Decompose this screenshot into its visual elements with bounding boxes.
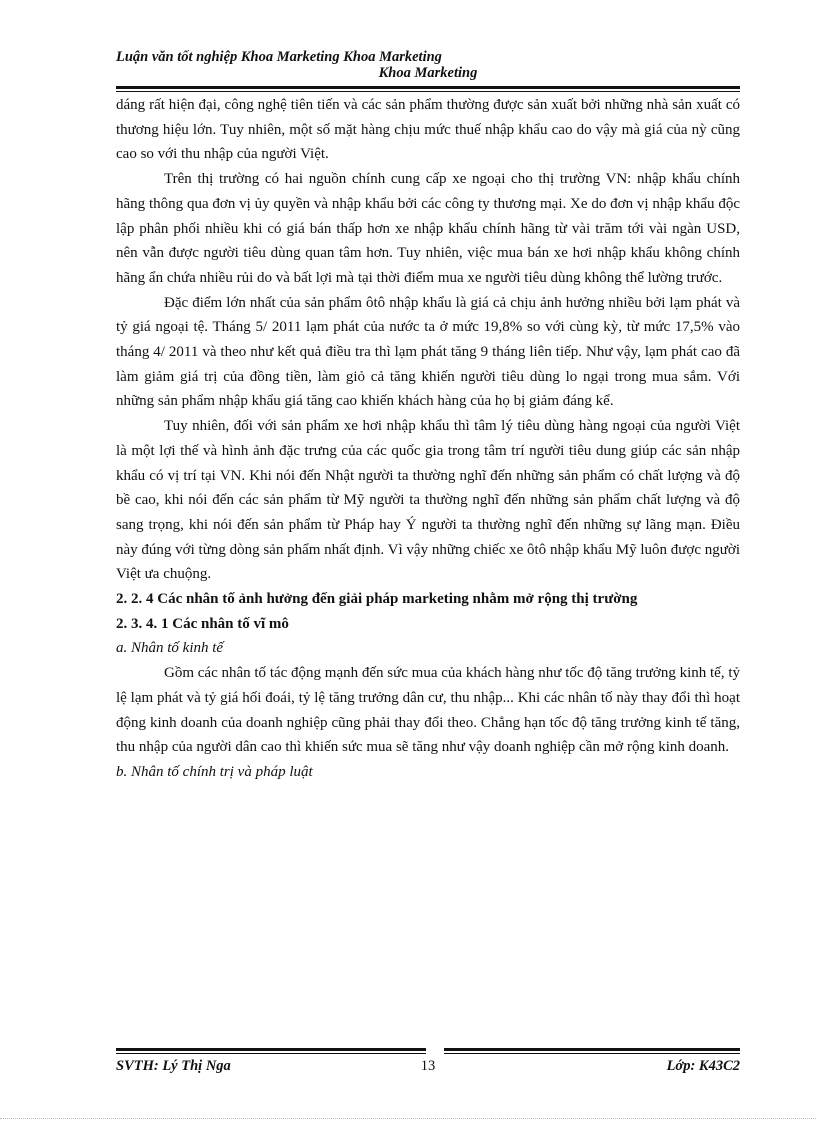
paragraph-consumer-psychology: Tuy nhiên, đối với sản phẩm xe hơi nhập khẩu thì tâm lý tiêu dùng hàng ngoại của người Việt là một lợi thế và hình ảnh đặc trưng của các quốc gia trong tâm trí người tiêu dung giúp các sản nhập khẩu có vị trí tại VN. Khi nói đến Nhật người ta thường nghĩ đến những sản phẩm có chất lượng và độ bề cao, khi nói đến các sản phẩm từ Mỹ người ta thường nghĩ đến những sản phẩm chất lượng và độ sang trọng, khi nói đến sản phẩm từ Pháp hay Ý người ta thường nghĩ đến những sự lãng mạn. Điều này đúng với từng dòng sản phẩm nhất định. Vì vậy những chiếc xe ôtô nhập khẩu Mỹ luôn được người Việt ưa chuộng.	[116, 418, 740, 583]
header-line-2: Khoa Marketing	[378, 65, 478, 81]
header-line-1: Luận văn tốt nghiệp Khoa Marketing Khoa Marketing	[116, 49, 442, 65]
page-bottom-dotted-line	[0, 1118, 816, 1119]
header-rule-thin	[116, 91, 740, 92]
subheading-economic-factors: a. Nhân tố kinh tế	[116, 640, 224, 657]
footer-rule-right-thick	[444, 1048, 740, 1051]
footer-author: SVTH: Lý Thị Nga	[116, 1058, 231, 1074]
footer-rule-left-thick	[116, 1048, 426, 1051]
paragraph-inflation: Đặc điểm lớn nhất của sản phẩm ôtô nhập khẩu là giá cả chịu ảnh hưởng nhiều bởi lạm phát và tỷ giá ngoại tệ. Tháng 5/ 2011 lạm phát của nước ta ở mức 19,8% so với cùng kỳ, từ mức 17,5% vào tháng 4/ 2011 và theo như kết quả điều tra thì lạm phát tăng 9 tháng liên tiếp. Như vậy, lạm phát cao đã làm giảm giá trị của đồng tiền, làm giỏ cả tăng khiến người tiêu dùng lo ngại trong mua sắm. Với những sản phẩm nhập khẩu giá tăng cao khiến khách hàng của họ bị giảm đáng kể.	[116, 294, 740, 410]
page-header	[116, 49, 740, 81]
paragraph-economic-factors: Gồm các nhân tố tác động mạnh đến sức mua của khách hàng như tốc độ tăng trưởng kinh tế, tỷ lệ lạm phát và tỷ giá hối đoái, tỷ lệ tăng trưởng dân cư, thu nhập... Khi các nhân tố này thay đổi thì hoạt động kinh doanh của doanh nghiệp cũng phải thay đổi theo. Chẳng hạn tốc độ tăng trưởng kinh tế tăng, thu nhập của người dân cao thì khiến sức mua sẽ tăng như vậy doanh nghiệp cần mở rộng kinh doanh.	[116, 665, 740, 756]
paragraph-continuation: dáng rất hiện đại, công nghệ tiên tiến và các sản phẩm thường được sản xuất bởi những nhà sản xuất có thương hiệu lớn. Tuy nhiên, một số mặt hàng chịu mức thuế nhập khẩu cao do vậy mà giá của nỳ cũng cao so với thu nhập của người Việt.	[116, 97, 740, 163]
page-body	[116, 93, 740, 785]
subsection-heading: 2. 3. 4. 1 Các nhân tố vĩ mô	[116, 615, 289, 632]
footer-rule-left-thin	[116, 1053, 426, 1054]
page-number: 13	[420, 1058, 436, 1074]
paragraph-import-sources: Trên thị trường có hai nguồn chính cung cấp xe ngoại cho thị trường VN: nhập khẩu chính hãng thông qua đơn vị ủy quyền và nhập khẩu bởi các công ty thương mại. Xe do đơn vị nhập khẩu độc lập phân phối nhiều khi có giá bán thấp hơn xe nhập khẩu chính hãng từ vài trăm tới vài ngàn USD, nên vẫn được người tiêu dùng quan tâm hơn. Tuy nhiên, việc mua bán xe hơi nhập khẩu không chính hãng ẩn chứa nhiều rủi do và bất lợi mà tại thời điểm mua xe người tiêu dùng không thể lường trước.	[116, 171, 740, 286]
footer-rule-right-thin	[444, 1053, 740, 1054]
section-heading: 2. 2. 4 Các nhân tố ảnh hưởng đến giải pháp marketing nhằm mở rộng thị trường	[116, 591, 638, 608]
footer-class: Lớp: K43C2	[666, 1058, 740, 1074]
subheading-political-legal-factors: b. Nhân tố chính trị và pháp luật	[116, 763, 313, 780]
header-rule-thick	[116, 86, 740, 89]
